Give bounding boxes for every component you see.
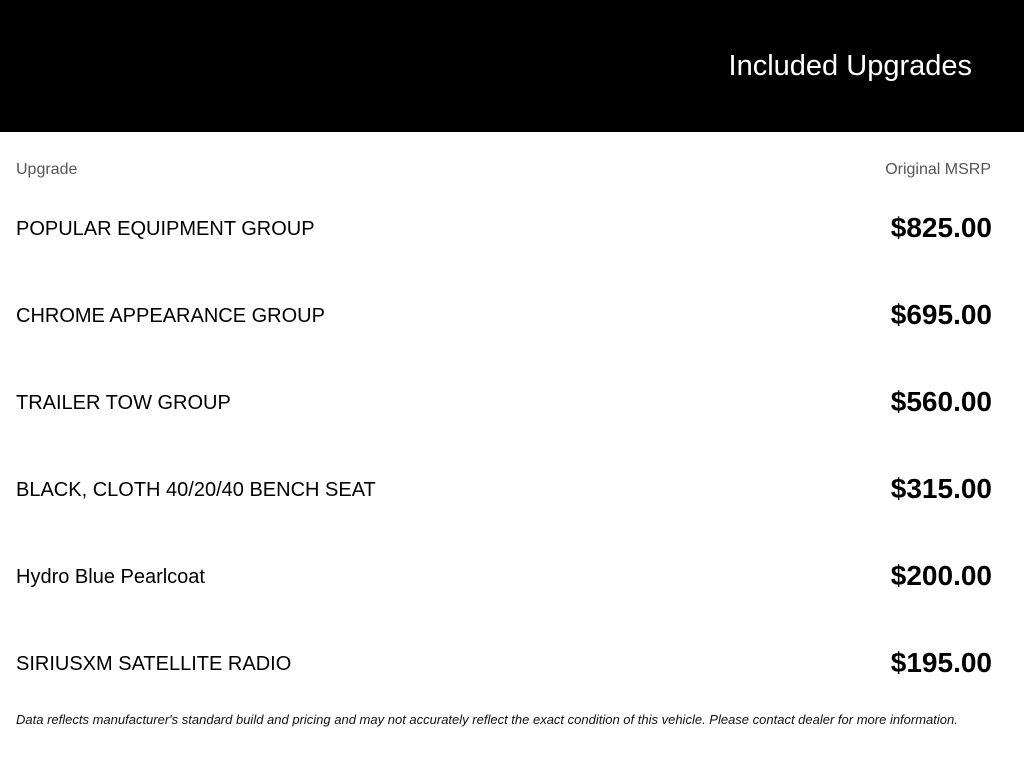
upgrade-name: TRAILER TOW GROUP bbox=[16, 392, 231, 414]
upgrade-name: BLACK, CLOTH 40/20/40 BENCH SEAT bbox=[16, 479, 376, 501]
table-row bbox=[16, 358, 992, 445]
table-row bbox=[16, 619, 992, 706]
upgrade-price: $315.00 bbox=[890, 473, 992, 504]
upgrades-table bbox=[16, 184, 992, 706]
upgrade-price: $200.00 bbox=[890, 560, 992, 591]
column-header-upgrade: Upgrade bbox=[16, 161, 78, 178]
upgrade-price: $695.00 bbox=[890, 299, 992, 330]
upgrade-price: $825.00 bbox=[890, 212, 992, 243]
upgrade-name: SIRIUSXM SATELLITE RADIO bbox=[16, 653, 292, 675]
upgrade-price: $560.00 bbox=[890, 386, 992, 417]
table-row bbox=[16, 184, 992, 271]
upgrade-price: $195.00 bbox=[890, 647, 992, 678]
disclaimer-text: Data reflects manufacturer's standard build and pricing and may not accurately reflect the exact condition of this vehicle. Please contact dealer for more information. bbox=[16, 712, 958, 727]
upgrade-name: Hydro Blue Pearlcoat bbox=[16, 566, 205, 588]
page-title: Included Upgrades bbox=[728, 50, 972, 82]
upgrade-name: POPULAR EQUIPMENT GROUP bbox=[16, 218, 315, 240]
column-header-msrp: Original MSRP bbox=[885, 161, 991, 178]
table-row bbox=[16, 445, 992, 532]
upgrade-name: CHROME APPEARANCE GROUP bbox=[16, 305, 325, 327]
header-banner bbox=[0, 0, 1024, 132]
table-row bbox=[16, 532, 992, 619]
table-row bbox=[16, 271, 992, 358]
